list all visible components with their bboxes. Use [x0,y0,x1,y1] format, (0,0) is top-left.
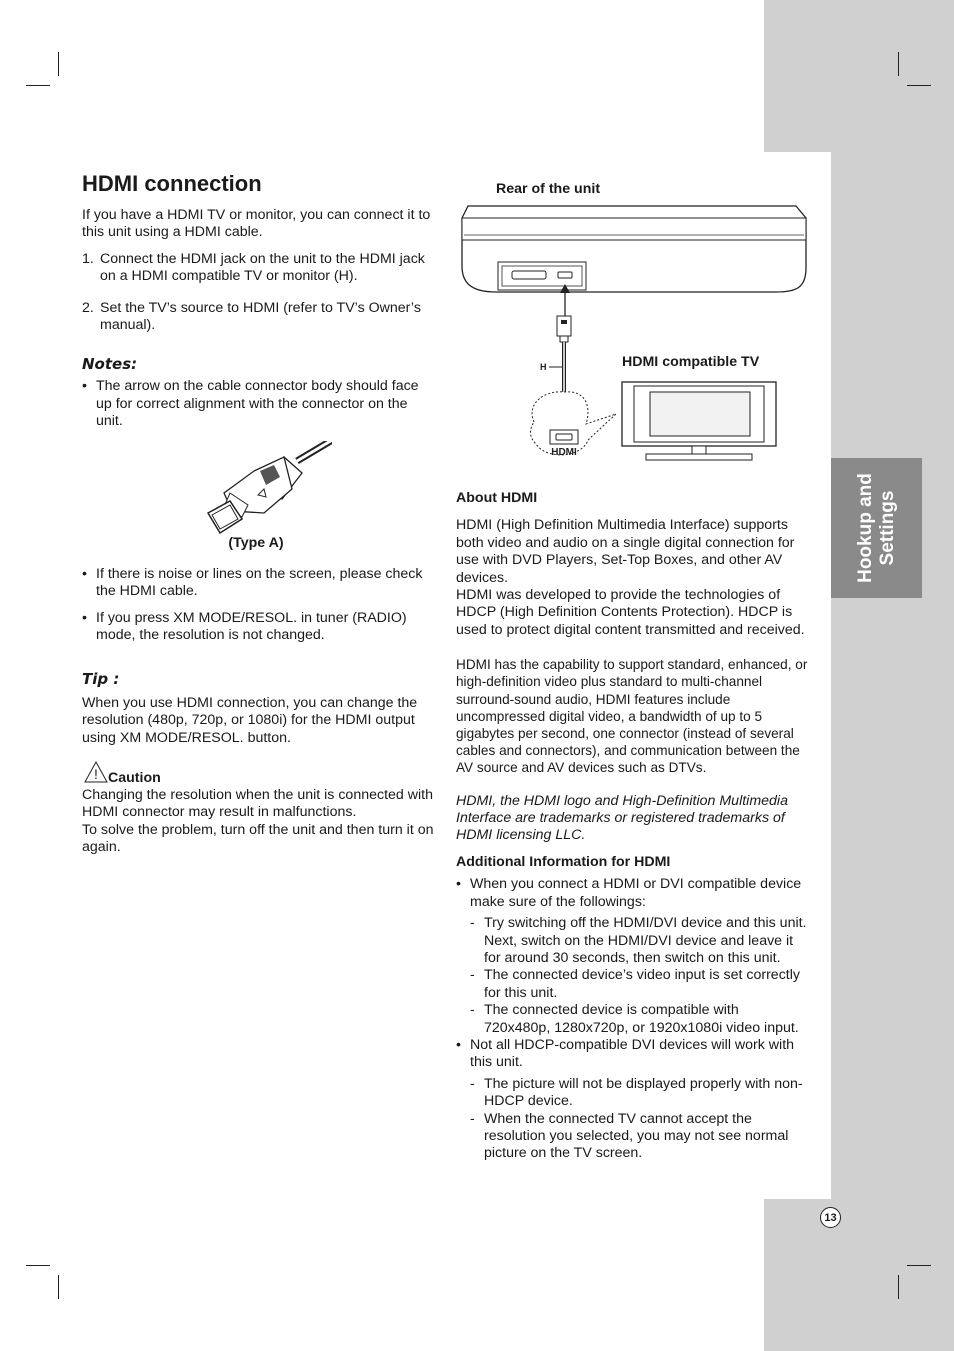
crop-mark [898,1275,899,1299]
info-subitem-text: The connected device is compatible with 720x480p, 1280x720p, or 1920x1080i video input. [484,1002,799,1036]
left-column [82,171,434,857]
crop-mark [58,1275,59,1299]
info-bullet-text: Not all HDCP-compatible DVI devices will work with this unit. [470,1036,795,1071]
info-subitem: - Try switching off the HDMI/DVI device and this unit. Next, switch on the HDMI/DVI device and leave it for around 30 seconds, then switch on this unit. [470,915,807,966]
caution-text: Changing the resolution when the unit is connected with HDMI connector may result in malfunctions. [82,786,433,821]
info-bullet: • When you connect a HDMI or DVI compatible device make sure of the followings: [456,876,802,910]
info-bullet-text: When you connect a HDMI or DVI compatible device make sure of the followings: [470,876,802,910]
note-item: • The arrow on the cable connector body should face up for correct alignment with the connector on the unit. [82,378,419,430]
info-sublist [470,1076,808,1163]
about-hdmi-title: About HDMI [456,490,538,506]
section-tab [831,458,922,598]
hookup-illustration [456,178,816,468]
section-tab-label: Hookup and Settings [854,473,898,583]
tv-label: HDMI compatible TV [622,354,760,370]
right-column [456,490,808,1163]
note-text: If there is noise or lines on the screen, please check the HDMI cable. [96,566,423,600]
note-text: If you press XM MODE/RESOL. in tuner (RADIO) mode, the resolution is not changed. [96,609,407,644]
about-hdmi-p1: HDMI (High Definition Multimedia Interface) supports both video and audio on a single digital connection for use with DVD Players, Set-Top Boxes, and other AV devices. [456,517,795,586]
tip-text: When you use HDMI connection, you can change the resolution (480p, 720p, or 1080i) for the HDMI output using XM MODE/RESOL. button. [82,694,418,746]
step-1 [82,251,434,286]
info-sublist [470,915,808,1037]
info-subitem: - The connected device’s video input is set correctly for this unit. [470,967,800,1001]
notes-title: Notes: [82,355,138,374]
about-hdmi-p3: HDMI has the capability to support standard, enhanced, or high-definition video plus standard to multi-channel surround-sound audio, HDMI features include uncompressed digital video, a bandwidth of up to 5 gigabytes per second, one connector (instead of several cables and connectors), and communication between the AV source and AV devices such as DTVs. [456,657,808,776]
step-text: Connect the HDMI jack on the unit to the HDMI jack on a HDMI compatible TV or monitor (H). [100,250,425,285]
margin-band-top [764,0,954,152]
warning-triangle-icon [84,761,108,783]
step-number: 2. [82,299,94,316]
crop-mark [907,1265,931,1266]
info-subitem: - When the connected TV cannot accept the resolution you selected, you may not see normal picture on the TV screen. [470,1110,789,1162]
note-text: The arrow on the cable connector body should face up for correct alignment with the connector on the unit. [96,378,419,430]
page-number: 13 [820,1207,841,1228]
additional-info-title: Additional Information for HDMI [456,853,671,870]
about-hdmi-p2: HDMI was developed to provide the technologies of HDCP (High Definition Contents Protection). HDCP is used to protect digital content transmitted and received. [456,587,805,638]
connector-caption: (Type A) [228,534,284,551]
margin-band-right [831,152,954,1199]
info-subitem-text: The connected device’s video input is set correctly for this unit. [484,967,800,1001]
crop-mark [58,52,59,76]
caution-title: Caution [108,769,161,786]
crop-mark [26,85,50,86]
margin-band-bottom [764,1199,954,1351]
caution-text-2: To solve the problem, turn off the unit and then turn it on again. [82,821,434,856]
info-subitem: - The connected device is compatible with 720x480p, 1280x720p, or 1920x1080i video input. [470,1002,799,1036]
crop-mark [26,1265,50,1266]
step-text: Set the TV’s source to HDMI (refer to TV’s Owner’s manual). [100,299,421,334]
page-title: HDMI connection [82,171,262,196]
hdmi-jack-label: HDMI [551,447,577,458]
info-subitem: - The picture will not be displayed properly with non-HDCP device. [470,1075,803,1110]
note-item: • If you press XM MODE/RESOL. in tuner (RADIO) mode, the resolution is not changed. [82,609,407,644]
step-number: 1. [82,250,94,267]
connection-diagram [456,178,816,468]
step-2 [82,300,434,335]
crop-mark [907,85,931,86]
info-subitem-text: The picture will not be displayed properly with non-HDCP device. [484,1075,803,1110]
tip-title: Tip : [82,669,120,688]
info-subitem-text: When the connected TV cannot accept the resolution you selected, you may not see normal picture on the TV screen. [484,1110,789,1162]
info-bullet: • Not all HDCP-compatible DVI devices will work with this unit. [456,1036,795,1071]
svg-text:!: ! [94,765,98,782]
h-label: H [540,362,547,372]
note-item: • If there is noise or lines on the screen, please check the HDMI cable. [82,566,423,600]
crop-mark [898,52,899,76]
caution-heading [82,761,434,787]
info-subitem-text: Try switching off the HDMI/DVI device and this unit. Next, switch on the HDMI/DVI device and leave it for around 30 seconds, then switch on this unit. [484,915,807,966]
intro-text: If you have a HDMI TV or monitor, you can connect it to this unit using a HDMI cable. [82,207,431,241]
trademark-notice: HDMI, the HDMI logo and High-Definition Multimedia Interface are trademarks or registered trademarks of HDMI licensing LLC. [456,792,788,844]
rear-of-unit-label: Rear of the unit [496,181,601,197]
hdmi-type-a-connector-illustration [202,441,332,541]
